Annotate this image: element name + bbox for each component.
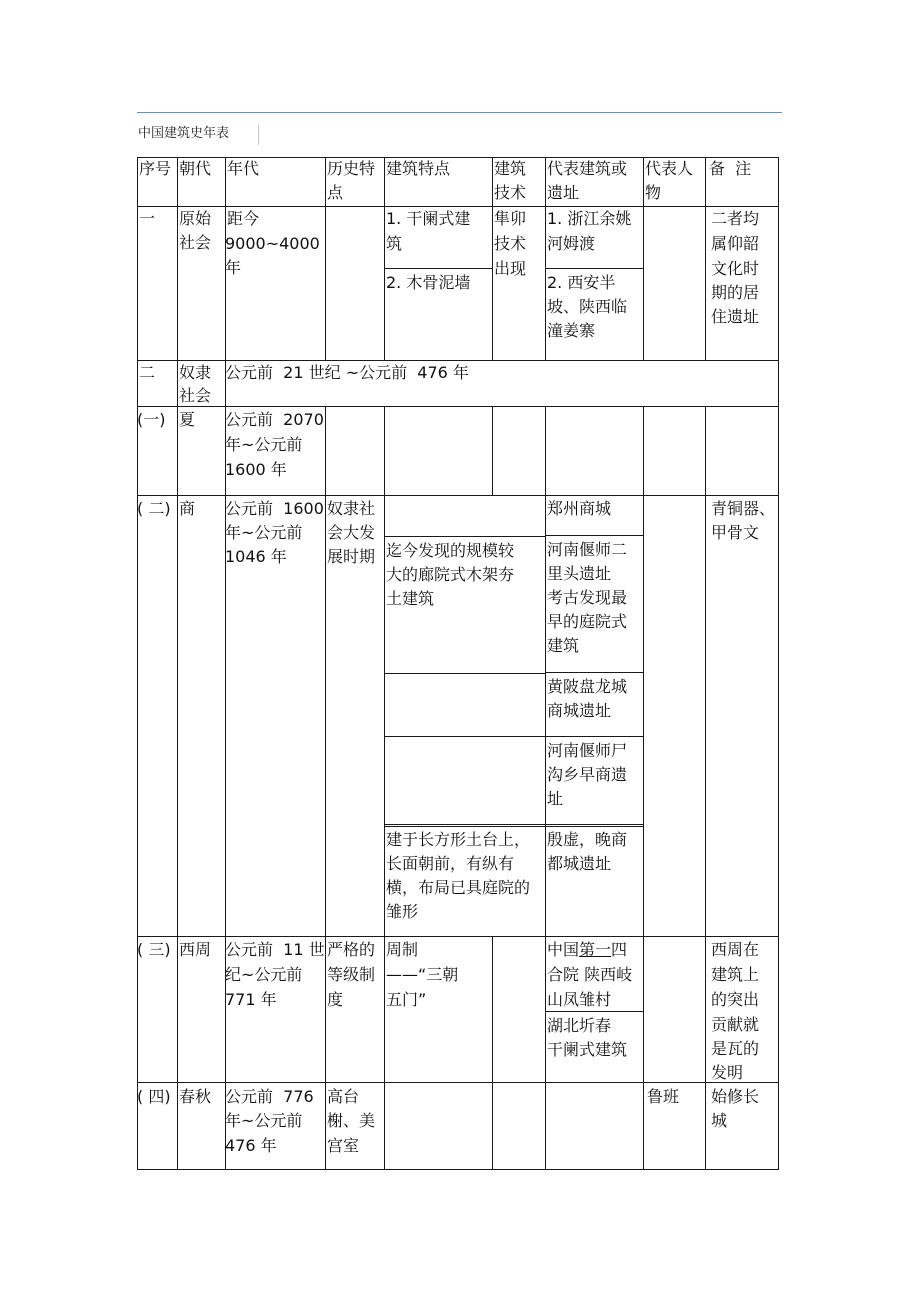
primitive-era: 9000~4000: [225, 234, 320, 253]
shang-site-erlitou: 早的庭院式: [547, 612, 628, 631]
shang-history: 奴隶社: [327, 499, 376, 518]
header-notes: 备 注: [709, 159, 752, 178]
zhou-site-fengchu: 山凤雏村: [547, 990, 612, 1009]
zhou-seq: ( 三): [137, 940, 171, 959]
rule-col2: [225, 157, 226, 1170]
shang-site-shigou: 沟乡早商遗: [547, 765, 628, 784]
shang-era: 公元前 1600: [225, 499, 324, 518]
rule-slave-bottom: [137, 406, 779, 407]
zhou-era: 771 年: [225, 990, 277, 1009]
primitive-notes: 文化时: [711, 259, 760, 278]
zhou-history: 度: [327, 990, 344, 1009]
shang-site-yinxu: 殷虚，晚商: [547, 830, 628, 849]
zhou-site-qichun: 干阑式建筑: [547, 1040, 628, 1059]
shang-feature-a: 大的廊院式木架夯: [386, 565, 515, 584]
rule-col6-a: [545, 157, 546, 360]
xia-era: 公元前 2070: [225, 410, 324, 429]
zhou-site-fengchu-underlined: 第一: [579, 940, 612, 959]
chronology-table: [137, 157, 779, 1170]
rule-primitive-split: [384, 268, 492, 269]
xia-era: 1600 年: [225, 460, 287, 479]
zhou-notes: 发明: [711, 1063, 744, 1082]
zhou-history: 严格的: [327, 940, 376, 959]
primitive-notes: 期的居: [711, 283, 760, 302]
rule-col5-b: [492, 406, 493, 495]
rule-zhou-bottom: [137, 1082, 779, 1083]
primitive-feature-1: 筑: [386, 234, 403, 253]
rule-primitive-split-sites: [545, 268, 643, 269]
primitive-site-1: 河姆渡: [547, 234, 596, 253]
zhou-feature: 周制: [386, 940, 419, 959]
zhou-site-qichun: 湖北圻春: [547, 1016, 612, 1035]
rule-col5-a: [492, 157, 493, 360]
rule-left: [137, 157, 138, 1170]
shang-site-erlitou: 里头遗址: [547, 564, 612, 583]
document-title: 中国建筑史年表: [138, 126, 230, 141]
primitive-feature-1: 1. 干阑式建: [386, 209, 471, 228]
shang-site-erlitou: 河南偃师二: [547, 540, 628, 559]
rule-shang-e1: [384, 673, 545, 674]
zhou-site-fengchu-text: 中国: [547, 940, 580, 959]
rule-col5-c: [492, 936, 493, 1170]
primitive-notes: 属仰韶: [711, 234, 760, 253]
rule-col6-b: [545, 406, 546, 1170]
shang-notes: 甲骨文: [711, 523, 760, 542]
rule-col7-a: [643, 157, 644, 360]
primitive-dynasty: 社会: [179, 233, 212, 252]
slave-dynasty: 社会: [179, 386, 212, 405]
header-rep-building: 代表建筑或: [547, 159, 628, 178]
rule-shang-s4: [384, 824, 643, 825]
slave-era: 公元前 21 世纪 ~公元前 476 年: [225, 363, 469, 382]
shang-feature-b: 长面朝前，有纵有: [386, 854, 515, 873]
primitive-tech: 技术: [494, 234, 527, 253]
header-seq: 序号: [139, 159, 172, 178]
zhou-site-fengchu: 合院 陕西岐: [547, 965, 633, 984]
rule-col8-a: [705, 157, 706, 360]
spring-era: 公元前 776: [225, 1087, 314, 1106]
primitive-era: 距今: [227, 209, 260, 228]
primitive-site-2: 坡、陕西临: [547, 297, 628, 316]
xia-era: 年~公元前: [225, 435, 303, 454]
header-dynasty: 朝代: [179, 159, 212, 178]
rule-col4-b: [384, 406, 385, 1170]
xia-seq: (一): [137, 410, 166, 429]
shang-site-shigou: 址: [547, 789, 564, 808]
shang-site-erlitou: 建筑: [547, 636, 580, 655]
rule-xia-bottom: [137, 495, 779, 496]
zhou-notes: 的突出: [711, 990, 760, 1009]
shang-feature-b: 横，布局已具庭院的: [386, 878, 531, 897]
zhou-era: 纪~公元前: [225, 965, 303, 984]
spring-era: 年~公元前: [225, 1111, 303, 1130]
spring-dynasty: 春秋: [179, 1087, 212, 1106]
rule-shang-s2: [545, 672, 643, 673]
shang-feature-a: 土建筑: [386, 589, 435, 608]
shang-dynasty: 商: [179, 499, 196, 518]
zhou-era: 公元前 11 世: [225, 940, 325, 959]
shang-site-yinxu: 都城遗址: [547, 854, 612, 873]
primitive-site-1: 1. 浙江余姚: [547, 209, 632, 228]
slave-seq: 二: [139, 363, 156, 382]
zhou-feature: 五门”: [386, 990, 427, 1009]
header-rep-building: 遗址: [547, 183, 580, 202]
spring-history: 榭、美: [327, 1111, 376, 1130]
zhou-feature: ——“三朝: [386, 965, 459, 984]
rule-shang-s3: [384, 736, 643, 737]
rule-shang-bottom: [137, 936, 779, 937]
rule-shang-s1: [545, 535, 643, 536]
header-tech: 建筑: [494, 159, 527, 178]
primitive-feature-2: 2. 木骨泥墙: [386, 273, 471, 292]
primitive-dynasty: 原始: [179, 209, 212, 228]
shang-feature-b: 雏形: [386, 902, 419, 921]
primitive-site-2: 2. 西安半: [547, 273, 616, 292]
header-history: 点: [327, 183, 344, 202]
xia-dynasty: 夏: [179, 410, 196, 429]
shang-seq: ( 二): [137, 499, 171, 518]
shang-site-shigou: 河南偃师尸: [547, 741, 628, 760]
title-separator: [258, 125, 259, 145]
shang-site-panlong: 商城遗址: [547, 701, 612, 720]
spring-history: 高台: [327, 1087, 360, 1106]
primitive-tech: 隼卯: [494, 209, 527, 228]
zhou-history: 等级制: [327, 965, 376, 984]
zhou-site-fengchu-text: 四: [611, 940, 628, 959]
spring-notes: 始修长: [711, 1087, 760, 1106]
shang-history: 展时期: [327, 547, 376, 566]
zhou-notes: 西周在: [711, 940, 760, 959]
primitive-seq: 一: [139, 209, 156, 228]
spring-era: 476 年: [225, 1136, 277, 1155]
header-rep-person: 代表人: [645, 159, 694, 178]
zhou-dynasty: 西周: [179, 940, 212, 959]
spring-person: 鲁班: [647, 1087, 680, 1106]
shang-era: 年~公元前: [225, 523, 303, 542]
zhou-site-fengchu: [547, 938, 627, 962]
shang-history: 会大发: [327, 523, 376, 542]
spring-history: 宫室: [327, 1136, 360, 1155]
rule-bottom: [137, 1169, 779, 1170]
shang-feature-a: 迄今发现的规模较: [386, 541, 515, 560]
rule-col3-a: [325, 157, 326, 360]
rule-shang-fa-top: [384, 536, 545, 537]
rule-col1: [177, 157, 178, 1170]
shang-feature-b: 建于长方形土台上，: [386, 830, 531, 849]
shang-site-erlitou: 考古发现最: [547, 588, 628, 607]
primitive-site-2: 潼姜寨: [547, 321, 596, 340]
header-arch-feature: 建筑特点: [386, 159, 451, 178]
rule-right: [778, 157, 779, 1170]
header-tech: 技术: [494, 183, 527, 202]
slave-dynasty: 奴隶: [179, 363, 212, 382]
header-history: 历史特: [327, 159, 376, 178]
primitive-tech: 出现: [494, 259, 527, 278]
rule-col4-a: [384, 157, 385, 360]
shang-era: 1046 年: [225, 547, 287, 566]
rule-col7-b: [643, 406, 644, 1170]
spring-notes: 城: [711, 1111, 728, 1130]
primitive-era: 年: [225, 258, 242, 277]
shang-notes: 青铜器、: [711, 499, 776, 518]
shang-site-zhengzhou: 郑州商城: [547, 499, 612, 518]
rule-col8-b: [705, 406, 706, 1170]
spring-seq: ( 四): [137, 1087, 171, 1106]
shang-site-panlong: 黄陂盘龙城: [547, 677, 628, 696]
zhou-notes: 贡献就: [711, 1015, 760, 1034]
header-era: 年代: [227, 159, 260, 178]
zhou-notes: 建筑上: [711, 965, 760, 984]
rule-shang-s4b: [384, 826, 643, 827]
header-rep-person: 物: [645, 183, 662, 202]
primitive-notes: 二者均: [711, 209, 760, 228]
header-rule: [137, 112, 782, 113]
zhou-notes: 是瓦的: [711, 1039, 760, 1058]
primitive-notes: 住遗址: [711, 307, 760, 326]
rule-col3-b: [325, 406, 326, 1170]
